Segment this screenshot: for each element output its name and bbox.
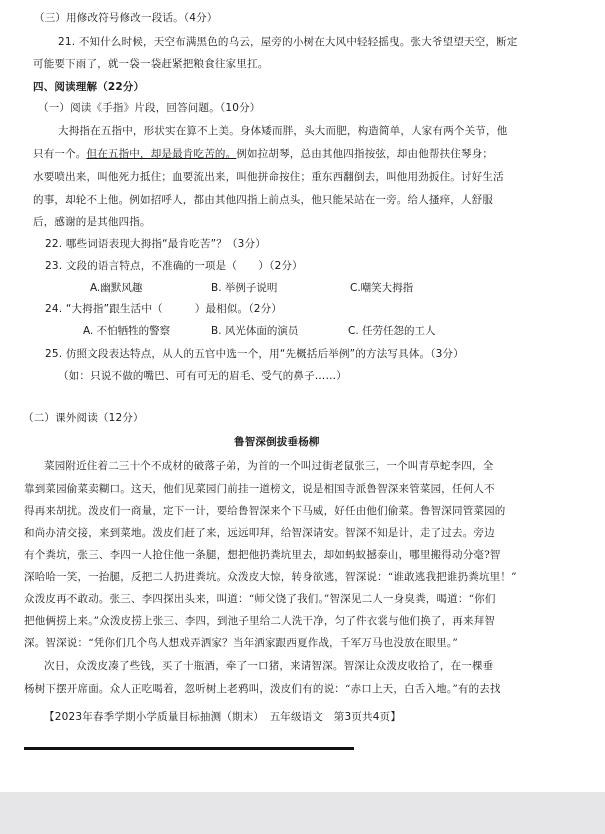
question-24: 24. “大拇指”跟生活中（ ）最相似。（2分）: [45, 303, 283, 315]
part-heading: 四、阅读理解（22分）: [33, 81, 145, 93]
story-line: 众泼皮再不敢动。张三、李四探出头来，叫道：“师父饶了我们。”智深见二人一身臭粪，喝道：“你们: [24, 593, 496, 605]
page-footer: 【2023年春季学期小学质量目标抽测（期末） 五年级语文 第3页共4页】: [44, 711, 402, 723]
question-23: 23. 文段的语言特点，不准确的一项是（ ）（2分）: [45, 260, 303, 272]
passage-line: [33, 147, 493, 161]
story-line: 杨树下摆开席面。众人正吃喝着，忽听树上老鸦叫，泼皮们有的说：“赤口上天，白舌入地。”有的去找: [24, 683, 501, 695]
question-21-line: 21. 不知什么时候，天空布满黑色的乌云，屋旁的小树在大风中轻轻摇曳。张大爷望望天空，断定: [58, 36, 518, 48]
bottom-band: [0, 792, 605, 834]
option-b: B. 举例子说明: [211, 282, 278, 294]
divider-line: [24, 747, 354, 750]
subsection-heading: （一）阅读《手指》片段，回答问题。（10分）: [38, 102, 261, 114]
story-line: 把他俩捞上来。”众泼皮捞上张三、李四，到池子里给二人洗干净，匀了件衣裳与他们换了，再来拜智: [24, 615, 496, 627]
passage-text: 例如拉胡琴，总由其他四指按弦，却由他帮扶住琴身；: [236, 148, 494, 160]
story-line: 次日，众泼皮凑了些钱，买了十瓶酒，牵了一口猪，来请智深。智深让众泼皮收拾了，在一棵垂: [44, 660, 494, 672]
story-title: 鲁智深倒拔垂杨柳: [234, 436, 320, 448]
option-c: C. 任劳任怨的工人: [348, 325, 436, 337]
story-line: 得再来胡扰。泼皮们一商量，定下一计，要给鲁智深来个下马威，好任由他们偷菜。鲁智深同管菜园的: [24, 505, 506, 517]
passage-line: 大拇指在五指中，形状实在算不上美。身体矮而胖，头大而肥，构造简单，人家有两个关节，他: [58, 125, 508, 137]
option-a: A.幽默风趣: [90, 282, 143, 294]
passage-text: 只有一个。: [33, 148, 87, 160]
question-25-hint: （如：只说不做的嘴巴、可有可无的眉毛、受气的鼻子……）: [58, 370, 347, 382]
story-line: 菜园附近住着二三十个不成材的破落子弟，为首的一个叫过街老鼠张三，一个叫青草蛇李四，全: [44, 460, 494, 472]
story-line: 深。智深说：“凭你们几个鸟人想戏弄洒家？当年洒家跟西夏作战，千军万马也没放在眼里。”: [24, 637, 458, 649]
option-b: B. 风光体面的演员: [211, 325, 299, 337]
underlined-sentence: 但在五指中，却是最肯吃苦的。: [86, 148, 237, 160]
story-line: 靠到菜园偷菜卖糊口。这天，他们见菜园门前挂一道榜文，说是相国寺派鲁智深来管菜园，任何人不: [24, 483, 495, 495]
story-line: 有个粪坑，张三、李四一人抢住他一条腿，想把他扔粪坑里去，却如蚂蚁撼泰山，哪里搬得动分毫?智: [24, 549, 501, 561]
story-line: 和尚办清交接，来到菜地。泼皮们赶了来，远远叩拜，给智深请安。智深不知是计，走了过去。旁边: [24, 527, 495, 539]
option-a: A. 不怕牺牲的警察: [83, 325, 171, 337]
passage-line: 的事，却轮不上他。例如招呼人，都由其他四指上前点头，他只能呆站在一旁。给人搔痒，人舒服: [33, 194, 494, 206]
story-line: 深哈哈一笑，一抬腿，反把二人扔进粪坑。众泼皮大惊，转身欲逃，智深说：“谁敢逃我把谁扔粪坑里！”: [24, 571, 517, 583]
subsection-heading: （二）课外阅读（12分）: [23, 412, 144, 424]
section-heading: （三）用修改符号修改一段话。（4分）: [34, 12, 218, 24]
question-21-line: 可能要下雨了，就一袋一袋赶紧把粮食往家里扛。: [33, 58, 269, 70]
passage-line: 后，感谢的是其他四指。: [33, 216, 151, 228]
option-c: C.嘲笑大拇指: [350, 282, 414, 294]
passage-line: 水要喷出来，叫他死力抵住；血要流出来，叫他拼命按住；重东西翻倒去，叫他用劲扳住。讨好生活: [33, 171, 504, 183]
question-22: 22. 哪些词语表现大拇指“最肯吃苦”？（3分）: [45, 238, 266, 250]
question-25: 25. 仿照文段表达特点，从人的五官中选一个，用“先概括后举例”的方法写具体。（3分）: [45, 348, 464, 360]
